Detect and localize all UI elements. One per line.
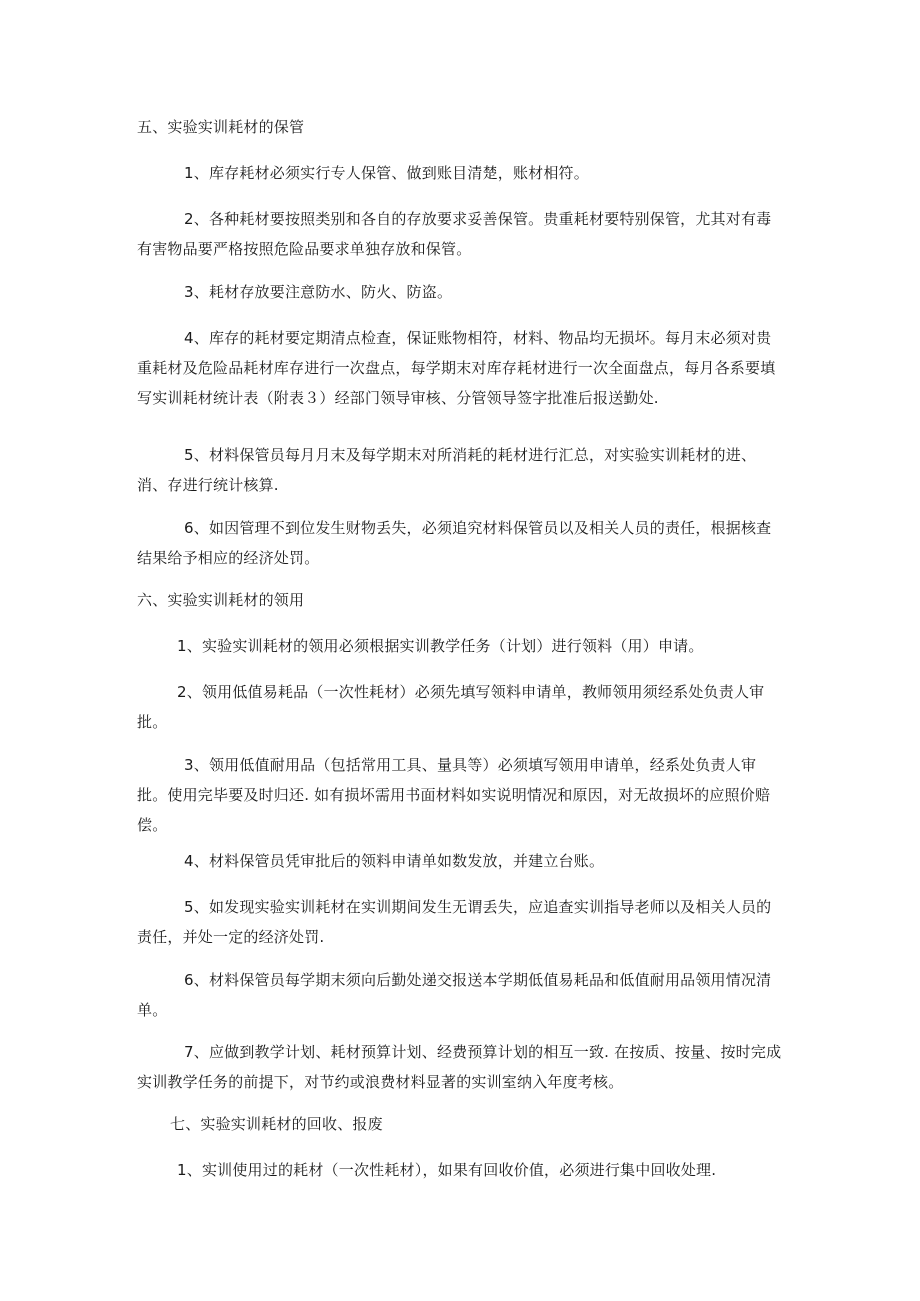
section-heading-7: 七、实验实训耗材的回收、报废 — [170, 1115, 383, 1133]
paragraph-6-3: 3、领用低值耐用品（包括常用工具、量具等）必须填写领用申请单，经系处负责人审批。使用完毕要及时归还. 如有损坏需用书面材料如实说明情况和原因，对无故损坏的应照价赔偿。 — [137, 756, 771, 834]
paragraph-6-1: 1、实验实训耗材的领用必须根据实训教学任务（计划）进行领料（用）申请。 — [177, 637, 704, 655]
paragraph-7-1: 1、实训使用过的耗材（一次性耗材），如果有回收价值，必须进行集中回收处理. — [177, 1161, 717, 1179]
paragraph-6-6: 6、材料保管员每学期末须向后勤处递交报送本学期低值易耗品和低值耐用品领用情况清单。 — [137, 971, 772, 1019]
paragraph-5-3: 3、耗材存放要注意防水、防火、防盗。 — [184, 283, 453, 301]
paragraph-5-2: 2、各种耗材要按照类别和各自的存放要求妥善保管。贵重耗材要特别保管，尤其对有毒有害物品要严格按照危险品要求单独存放和保管。 — [137, 210, 772, 258]
paragraph-6-5: 5、如发现实验实训耗材在实训期间发生无谓丢失，应追查实训指导老师以及相关人员的责任，并处一定的经济处罚. — [137, 898, 772, 946]
paragraph-5-1: 1、库存耗材必须实行专人保管、做到账目清楚，账材相符。 — [184, 164, 589, 182]
section-heading-6: 六、实验实训耗材的领用 — [137, 591, 305, 609]
paragraph-6-7: 7、应做到教学计划、耗材预算计划、经费预算计划的相互一致. 在按质、按量、按时完成实训教学任务的前提下，对节约或浪费材料显著的实训室纳入年度考核。 — [137, 1043, 782, 1091]
paragraph-6-4: 4、材料保管员凭审批后的领料申请单如数发放，并建立台账。 — [184, 852, 605, 870]
paragraph-6-2: 2、领用低值易耗品（一次性耗材）必须先填写领料申请单，教师领用须经系处负责人审批。 — [137, 683, 765, 731]
paragraph-5-4: 4、库存的耗材要定期清点检查，保证账物相符，材料、物品均无损坏。每月末必须对贵重耗材及危险品耗材库存进行一次盘点，每学期末对库存耗材进行一次全面盘点，每月各系要填写实训耗材统计表（附表３）经部门领导审核、分管领导签字批准后报送勤处. — [137, 329, 776, 407]
paragraph-5-6: 6、如因管理不到位发生财物丢失，必须追究材料保管员以及相关人员的责任，根据核查结果给予相应的经济处罚。 — [137, 519, 772, 567]
section-heading-5: 五、实验实训耗材的保管 — [137, 118, 305, 136]
paragraph-5-5: 5、材料保管员每月月末及每学期末对所消耗的耗材进行汇总，对实验实训耗材的进、消、存进行统计核算. — [137, 446, 757, 494]
